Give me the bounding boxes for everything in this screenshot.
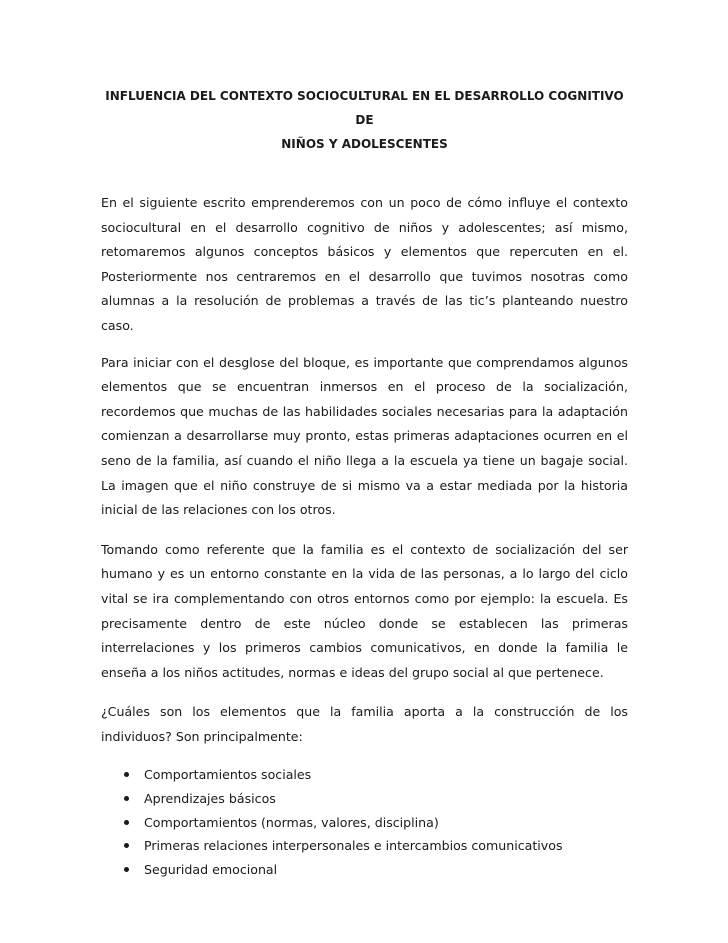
- bullet-icon: [124, 843, 129, 848]
- title-line-2: NIÑOS Y ADOLESCENTES: [281, 137, 448, 151]
- list-item: [121, 763, 628, 787]
- bullet-icon: [124, 772, 129, 777]
- list-item: [121, 811, 628, 835]
- paragraph-intro: En el siguiente escrito emprenderemos con un poco de cómo influye el contexto sociocultural en el desarrollo cognitivo de niños y adolescentes; así mismo, retomaremos algunos conceptos básicos y elementos que repercuten en el. Posteriormente nos centraremos en el desarrollo que tuvimos nosotras como alumnas a la resolución de problemas a través de las tic’s planteando nuestro caso.: [101, 195, 628, 333]
- list-item-text: Comportamientos sociales: [144, 767, 312, 783]
- list-item-text: Seguridad emocional: [144, 861, 278, 877]
- list-item: [121, 858, 628, 882]
- elements-list: [101, 763, 628, 881]
- paragraph-question: ¿Cuáles son los elementos que la familia aporta a la construcción de los individuos? Son principalmente:: [101, 704, 628, 744]
- document-title: [101, 84, 628, 156]
- list-item-text: Comportamientos (normas, valores, disciplina): [144, 814, 439, 830]
- paragraph-family-context: Tomando como referente que la familia es el contexto de socialización del ser humano y es un entorno constante en la vida de las personas, a lo largo del ciclo vital se ira complementando con otros entornos como por ejemplo: la escuela. Es precisamente dentro de este núcleo donde se establecen las primeras interrelaciones y los primeros cambios comunicativos, en donde la familia le enseña a los niños actitudes, normas e ideas del grupo social al que pertenece.: [101, 541, 628, 680]
- list-item: [121, 787, 628, 811]
- list-item: [121, 834, 628, 858]
- title-line-1: INFLUENCIA DEL CONTEXTO SOCIOCULTURAL EN EL DESARROLLO COGNITIVO DE: [105, 89, 624, 127]
- paragraph-socialization: Para iniciar con el desglose del bloque, es importante que comprendamos algunos elementos que se encuentran inmersos en el proceso de la socialización, recordemos que muchas de las habilidades sociales necesarias para la adaptación comienzan a desarrollarse muy pronto, estas primeras adaptaciones ocurren en el seno de la familia, así cuando el niño llega a la escuela ya tiene un bagaje social. La imagen que el niño construye de si mismo va a estar mediada por la historia inicial de las relaciones con los otros.: [101, 354, 628, 518]
- list-item-text: Primeras relaciones interpersonales e intercambios comunicativos: [144, 838, 563, 854]
- bullet-icon: [124, 820, 129, 825]
- list-item-text: Aprendizajes básicos: [144, 791, 276, 807]
- bullet-icon: [124, 867, 129, 872]
- bullet-icon: [124, 796, 129, 801]
- document-page: [101, 84, 628, 881]
